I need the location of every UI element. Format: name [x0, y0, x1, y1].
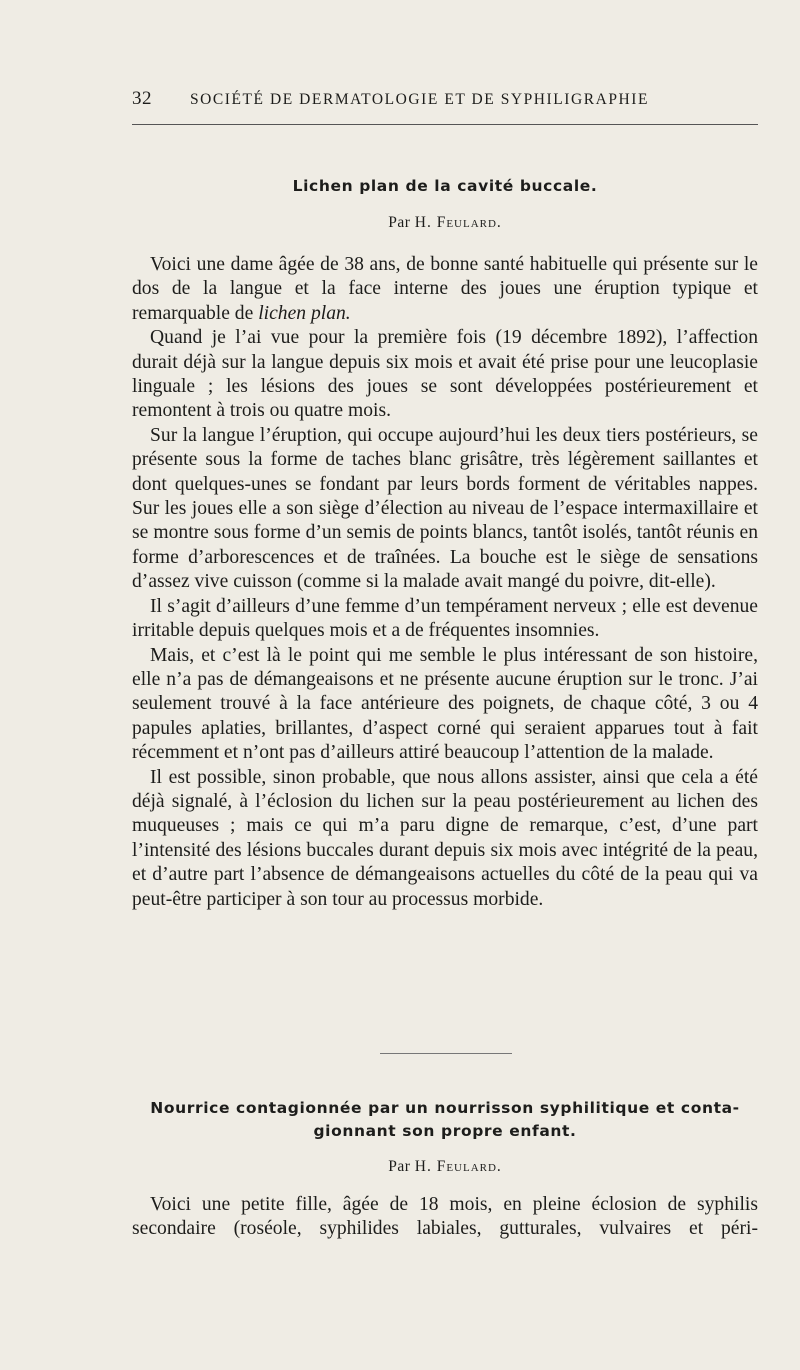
- emphasis-text: lichen plan.: [258, 302, 351, 324]
- article-body-2: [132, 1193, 758, 1242]
- header-rule: [132, 124, 758, 125]
- page-number: 32: [132, 88, 152, 109]
- title-line: gionnant son propre enfant.: [313, 1122, 577, 1140]
- byline-author: H. Feulard.: [414, 1158, 502, 1175]
- running-head: [132, 88, 760, 118]
- section-divider: [380, 1053, 512, 1054]
- journal-title: SOCIÉTÉ DE DERMATOLOGIE ET DE SYPHILIGRAPHIE: [190, 91, 649, 108]
- paragraph: Voici une petite fille, âgée de 18 mois, en pleine éclosion de syphilis secondaire (roséole, syphilides labiales, gutturales, vulvaires et péri-: [132, 1194, 758, 1240]
- article-title-2: [132, 1097, 758, 1143]
- paragraph: Mais, et c’est là le point qui me semble le plus intéressant de son histoire, elle n’a pas de démangeaisons et ne présente aucune éruption sur le tronc. J’ai seulement trouvé à la face antérieure des poignets, de chaque côté, 3 ou 4 papules aplaties, brillantes, d’aspect corné qui seraient apparues tout à fait récemment et n’ont pas d’ailleurs attiré beaucoup l’attention de la malade.: [132, 644, 758, 764]
- paragraph: Il est possible, sinon probable, que nous allons assister, ainsi que cela a été déjà signalé, à l’éclosion du lichen sur la peau postérieurement au lichen des muqueuses ; mais ce qui m’a paru digne de remarque, c’est, d’une part l’intensité des lésions buccales durant depuis six mois avec intégrité de la peau, et d’autre part l’absence de démangeaisons actuelles du côté de la peau qui va peut-être participer à son tour au processus morbide.: [132, 766, 758, 910]
- article-title: Lichen plan de la cavité buccale.: [292, 177, 598, 195]
- article-body: [132, 253, 758, 912]
- paragraph-text: Voici une dame âgée de 38 ans, de bonne santé habituelle qui présente sur le dos de la langue et la face interne des joues une éruption typique et remarquable de: [132, 254, 758, 324]
- paragraph: Il s’agit d’ailleurs d’une femme d’un tempérament nerveux ; elle est devenue irritable depuis quelques mois et a de fréquentes insomnies.: [132, 595, 758, 642]
- byline-prefix: Par: [388, 214, 415, 231]
- paragraph: [132, 253, 758, 326]
- byline-prefix: Par: [388, 1158, 415, 1175]
- article-byline-2: [132, 1158, 758, 1176]
- paragraph: Quand je l’ai vue pour la première fois (19 décembre 1892), l’affection durait déjà sur la langue depuis six mois et avait été prise pour une leucoplasie linguale ; les lésions des joues se sont développées postérieurement et remontent à trois ou quatre mois.: [132, 327, 758, 422]
- byline-author: H. Feulard.: [414, 214, 502, 231]
- article-byline: [132, 214, 758, 232]
- title-line: Nourrice contagionnée par un nourrisson syphilitique et conta-: [150, 1099, 740, 1117]
- paragraph: Sur la langue l’éruption, qui occupe aujourd’hui les deux tiers postérieurs, se présente sous la forme de taches blanc grisâtre, très légèrement saillantes et dont quelques-unes se fondant par leurs bords forment de véritables nappes. Sur les joues elle a son siège d’élection au niveau de l’espace intermaxillaire et se montre sous forme d’un semis de points blancs, tantôt isolés, tantôt réunis en forme d’arborescences et de traînées. La bouche est le siège de sensations d’assez vive cuisson (comme si la malade avait mangé du poivre, dit-elle).: [132, 424, 758, 593]
